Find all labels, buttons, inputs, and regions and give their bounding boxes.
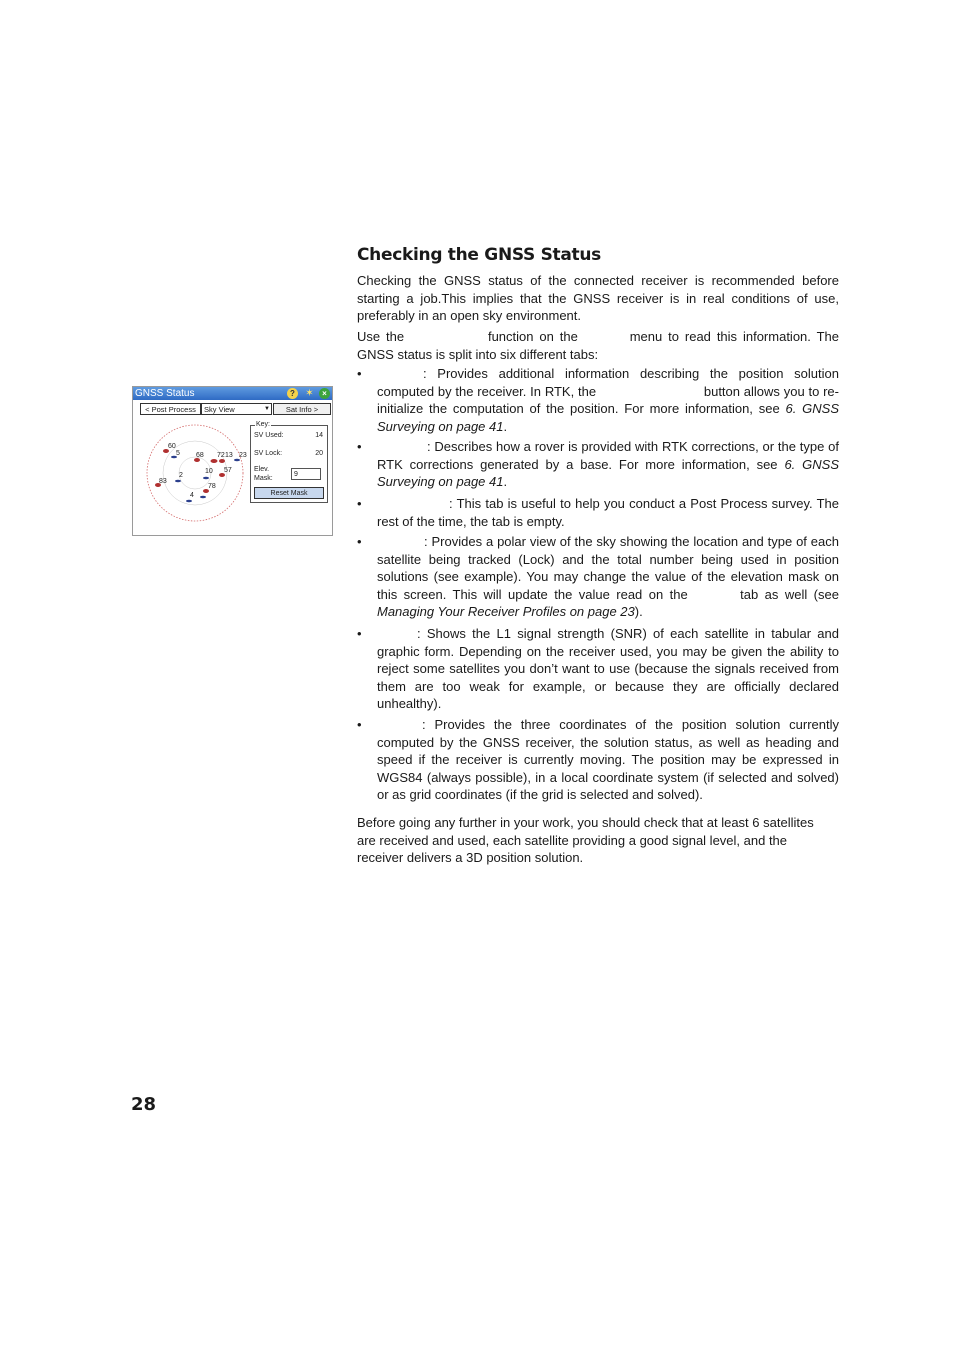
section-heading: Checking the GNSS Status xyxy=(357,245,601,265)
use-paragraph xyxy=(357,328,839,363)
reset-mask-button[interactable]: Reset Mask xyxy=(254,487,324,499)
bullet-post-process xyxy=(357,495,839,530)
window-title-bar xyxy=(133,387,332,400)
bullet-dot: • xyxy=(357,534,362,549)
key-panel xyxy=(250,421,328,503)
sv-used-label: SV Used: xyxy=(254,432,284,439)
view-dropdown[interactable] xyxy=(201,403,272,415)
star-icon[interactable]: ✶ xyxy=(305,388,314,399)
satellite-label: 2 xyxy=(179,472,183,479)
satellite-marker xyxy=(175,480,181,482)
closing-text: Before going any further in your work, you should check that at least 6 satellites are received and used, each satellite providing a good signal level, and the receiver delivers a 3D position solution. xyxy=(357,815,814,866)
use-text-b: function on the xyxy=(487,329,578,344)
bullet-3-text: : This tab is useful to help you conduct a Post Process survey. The rest of the time, the tab is empty. xyxy=(377,496,839,529)
bullet-2-text-a: : Describes how a rover is provided with RTK corrections, or the type of RTK corrections generated by a base. For more information, see xyxy=(377,439,839,472)
bullet-2-reference[interactable]: 6. GNSS Surveying on page 41 xyxy=(377,456,839,490)
bullet-1-text-a: : Provides additional information describing the position solution computed by the receiver. In RTK, the xyxy=(377,366,839,399)
intro-paragraph xyxy=(357,272,839,325)
bullet-sky-view: • : Provides a polar view of the sky showing the location and type of each satellite being tracked (Lock) and the total number being used in position solutions (see example). You may change the value of the elevation mask on this screen. This will update the value read on the tab as well (see Managing Your Receiver Profiles on page 23). xyxy=(357,534,839,620)
bullet-1-reference[interactable]: 6. GNSS Surveying on page 41 xyxy=(377,401,839,434)
satellite-label: 78 xyxy=(208,483,216,490)
satellite-label: 5 xyxy=(176,450,180,457)
bullet-5-text: : Shows the L1 signal strength (SNR) of each satellite in tabular and graphic form. Depending on the receiver used, you may be given the ability to reject some satellites you don’t want to use (because the signals received from them are too weak for example, or because they are officially declared unhealthy). xyxy=(377,626,839,712)
satellite-label: 4 xyxy=(190,492,194,499)
use-text-c: menu to read this information. The GNSS status is split into six different tabs: xyxy=(357,329,839,362)
satellite-marker xyxy=(219,459,225,463)
satellite-label: 60 xyxy=(168,443,176,450)
view-dropdown-value: Sky View xyxy=(204,405,235,414)
bullet-dot: • xyxy=(357,496,362,511)
bullet-rtk: • : Describes how a rover is provided with RTK corrections, or the type of RTK corrections generated by a base. For more information, see 6. GNSS Surveying on page 41. xyxy=(357,439,839,490)
satellite-marker xyxy=(200,496,206,498)
elev-mask-label-2: Mask: xyxy=(254,475,273,482)
intro-text: Checking the GNSS status of the connected receiver is recommended before starting a job.This implies that the GNSS receiver is in real conditions of use, preferably in an open sky environment. xyxy=(357,273,839,324)
satellite-label: 13 xyxy=(225,452,233,459)
sv-lock-label: SV Lock: xyxy=(254,450,283,457)
satellite-label: 83 xyxy=(159,478,167,485)
elev-mask-label-1: Elev. xyxy=(254,466,270,473)
bullet-1-text-b: button allows you to re-initialize the computation of the position. For more information, see xyxy=(377,383,839,417)
satellite-label: 23 xyxy=(239,452,247,459)
gnss-status-screenshot xyxy=(132,386,333,536)
bullet-dot: • xyxy=(357,439,362,454)
satellite-label: 68 xyxy=(196,452,204,459)
sky-plot xyxy=(133,417,253,527)
satellite-marker xyxy=(234,459,240,461)
closing-paragraph xyxy=(357,814,835,867)
ok-close-icon[interactable]: × xyxy=(319,388,330,399)
next-tab-button[interactable]: Sat Info > xyxy=(273,403,331,415)
satellite-marker xyxy=(186,500,192,502)
bullet-position: • : Provides additional information describing the position solution computed by the receiver. In RTK, the button allows you to re-initialize the computation of the position. For more information, see 6. GNSS Surveying on page 41. xyxy=(357,366,839,434)
satellite-label: 72 xyxy=(217,452,225,459)
elevation-mask-input[interactable]: 9 xyxy=(291,468,321,480)
bullet-position-coordinates xyxy=(357,716,839,804)
bullet-dot: • xyxy=(357,366,362,381)
help-icon[interactable]: ? xyxy=(287,388,298,399)
bullet-6-text: : Provides the three coordinates of the position solution currently computed by the GNSS receiver, the solution status, as well as heading and speed if the receiver is currently moving. The position may be expressed in WGS84 (always possible), in a local coordinate system (if selected and solved) or as grid coordinates (if the grid is selected and solved). xyxy=(377,717,839,803)
prev-tab-button[interactable]: < Post Process xyxy=(140,403,201,415)
satellite-marker xyxy=(211,459,218,463)
satellite-label: 10 xyxy=(205,468,213,475)
satellite-label: 57 xyxy=(224,467,232,474)
page-number: 28 xyxy=(131,1094,157,1115)
chevron-down-icon: ▼ xyxy=(264,406,270,412)
satellite-marker xyxy=(203,477,209,479)
bullet-dot: • xyxy=(357,626,362,641)
sv-used-value: 14 xyxy=(315,432,323,439)
bullet-4-reference[interactable]: Managing Your Receiver Profiles on page 23 xyxy=(377,604,635,620)
sv-lock-value: 20 xyxy=(315,450,323,457)
bullet-sat-info xyxy=(357,625,839,713)
key-title: Key: xyxy=(256,421,271,428)
bullet-4-text-a: : Provides a polar view of the sky showing the location and type of each satellite being tracked (Lock) and the total number being used in position solutions (see example). You may change the value of the elevation mask on this screen. This will update the value read on the xyxy=(377,534,839,602)
window-title: GNSS Status xyxy=(135,388,195,399)
bullet-dot: • xyxy=(357,717,362,732)
use-text-a: Use the xyxy=(357,329,405,344)
bullet-4-text-b: tab as well (see xyxy=(740,586,839,602)
